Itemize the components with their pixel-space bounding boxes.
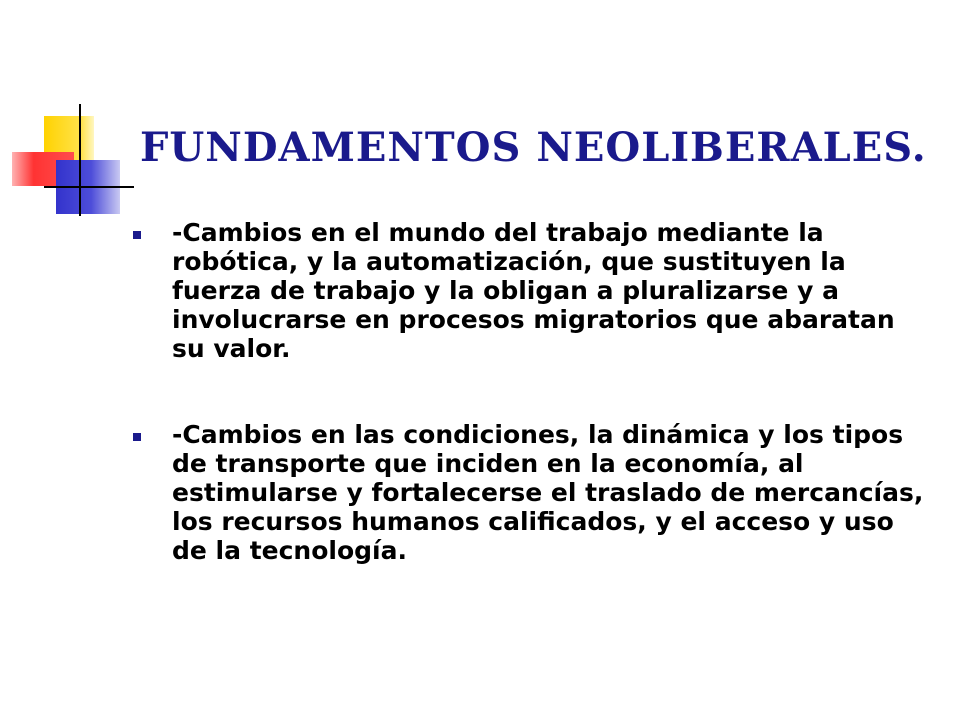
slide-title: FUNDAMENTOS NEOLIBERALES. (140, 124, 927, 171)
bullet-text: -Cambios en las condiciones, la dinámica y los tipos de transporte que inciden en la economía, al estimularse y fortalecerse el traslado de mercancías, los recursos humanos calificados, y el acceso y uso de la tecnología. (172, 420, 924, 565)
square-bullet-icon (133, 231, 141, 239)
bullet-text: -Cambios en el mundo del trabajo mediante la robótica, y la automatización, que sustituyen la fuerza de trabajo y la obligan a pluralizarse y a involucrarse en procesos migratorios que abaratan su valor. (172, 218, 895, 363)
bullet-list (130, 218, 930, 565)
bullet-item (130, 218, 930, 363)
bullet-item (130, 420, 930, 565)
logo-horizontal-line (44, 186, 134, 188)
square-bullet-icon (133, 433, 141, 441)
logo-vertical-line (79, 104, 81, 216)
decorative-corner-logo (0, 0, 140, 230)
